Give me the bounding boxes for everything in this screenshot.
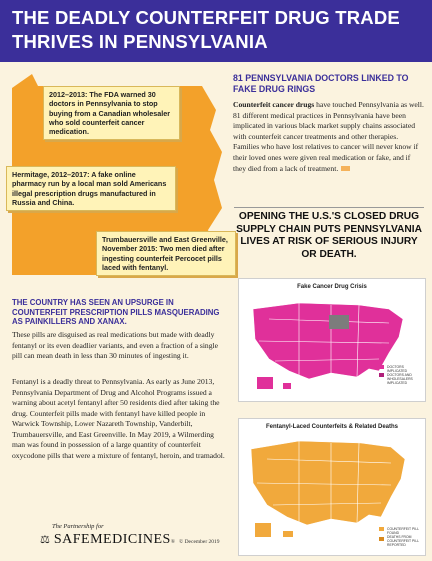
doctors-linked-heading: 81 PENNSYLVANIA DOCTORS LINKED TO FAKE DRUG RINGS <box>233 73 409 94</box>
copyright-date: © December 2019 <box>179 539 220 545</box>
title-banner <box>0 0 432 62</box>
legend-item-pill-found: COUNTERFEIT PILL FOUND <box>387 527 419 535</box>
legend-item-deaths: DEATHS FROM COUNTERFEIT PILL REPORTED <box>387 535 419 547</box>
upsurge-heading: THE COUNTRY HAS SEEN AN UPSURGE IN COUNTERFEIT PRESCRIPTION PILLS MASQUERADING AS PAINKILLERS AND XANAX. <box>12 298 220 327</box>
legend-item-doctors-wholesalers: DOCTORS AND WHOLESALERS IMPLICATED <box>387 373 413 385</box>
partnership-logo <box>40 523 220 548</box>
fake-cancer-map-title: Fake Cancer Drug Crisis <box>297 284 367 290</box>
doctors-linked-body: have touched Pennsylvania as well. 81 different medical practices in Pennsylvania have been implicated in various black market supply chains associated with counterfeit cancer treatments and other therapies. Families who have lost relatives to cancer will never know if their loved ones were given real medication or fake, and if they died from a lack of treatment. <box>233 100 424 173</box>
divider <box>234 207 424 208</box>
legend-item-doctors: DOCTORS IMPLICATED <box>387 365 408 373</box>
doctors-linked-lead: Counterfeit cancer drugs <box>233 100 315 109</box>
page-title: THE DEADLY COUNTERFEIT DRUG TRADE THRIVES IN PENNSYLVANIA <box>12 7 400 52</box>
fentanyl-map-panel <box>238 418 426 556</box>
fentanyl-legend <box>387 527 423 547</box>
upsurge-paragraph-1: These pills are disguised as real medications but made with deadly fentanyl or its even deadlier variants, and even a fraction of a single pill can mean death in less than 30 minutes of ingesting it. <box>12 330 219 360</box>
logo-wordmark: SAFEMEDICINES <box>53 532 171 547</box>
pill-icon: ⚖ <box>40 533 50 546</box>
callout-hermitage: Hermitage, 2012–2017: A fake online pharmacy run by a local man sold Americans illegal prescription drugs manufactured in Russia and China. <box>6 166 176 211</box>
logo-tagline: The Partnership for <box>52 523 104 530</box>
upsurge-paragraph-2: Fentanyl is a deadly threat to Pennsylvania. As early as June 2013, Pennsylvania Department of Drug and Alcohol Programs issued a warning about acetyl fentanyl after 50 residents died after taking the drug. Counterfeit pills made with fentanyl have killed people in Warwick Township, Lower Nazareth Township, Vanderbilt, Trumbauersville, and East Greenville. In May 2019, a Wilmerding man was found in possession of a large quantity of counterfeit oxycodone pills that were a mixture of fentanyl, heroin, and tramadol. <box>12 377 225 460</box>
callout-fda-warning: 2012–2013: The FDA warned 30 doctors in Pennsylvania to stop buying from a Canadian wholesaler who sold counterfeit cancer medication. <box>43 86 180 140</box>
logo-registered: ® <box>170 539 176 545</box>
pull-quote: OPENING THE U.S.'S CLOSED DRUG SUPPLY CHAIN PUTS PENNSYLVANIA LIVES AT RISK OF SERIOUS INJURY OR DEATH. <box>236 211 422 260</box>
doctors-linked-paragraph <box>233 100 425 174</box>
fake-cancer-map-panel <box>238 278 426 402</box>
callout-trumbauersville: Trumbauersville and East Greenville, November 2015: Two men died after ingesting counterfeit Percocet pills laced with fentanyl. <box>96 231 236 276</box>
fentanyl-map-title: Fentanyl-Laced Counterfeits & Related Deaths <box>265 424 399 430</box>
fake-cancer-legend <box>387 365 423 385</box>
orange-marker <box>341 166 350 171</box>
